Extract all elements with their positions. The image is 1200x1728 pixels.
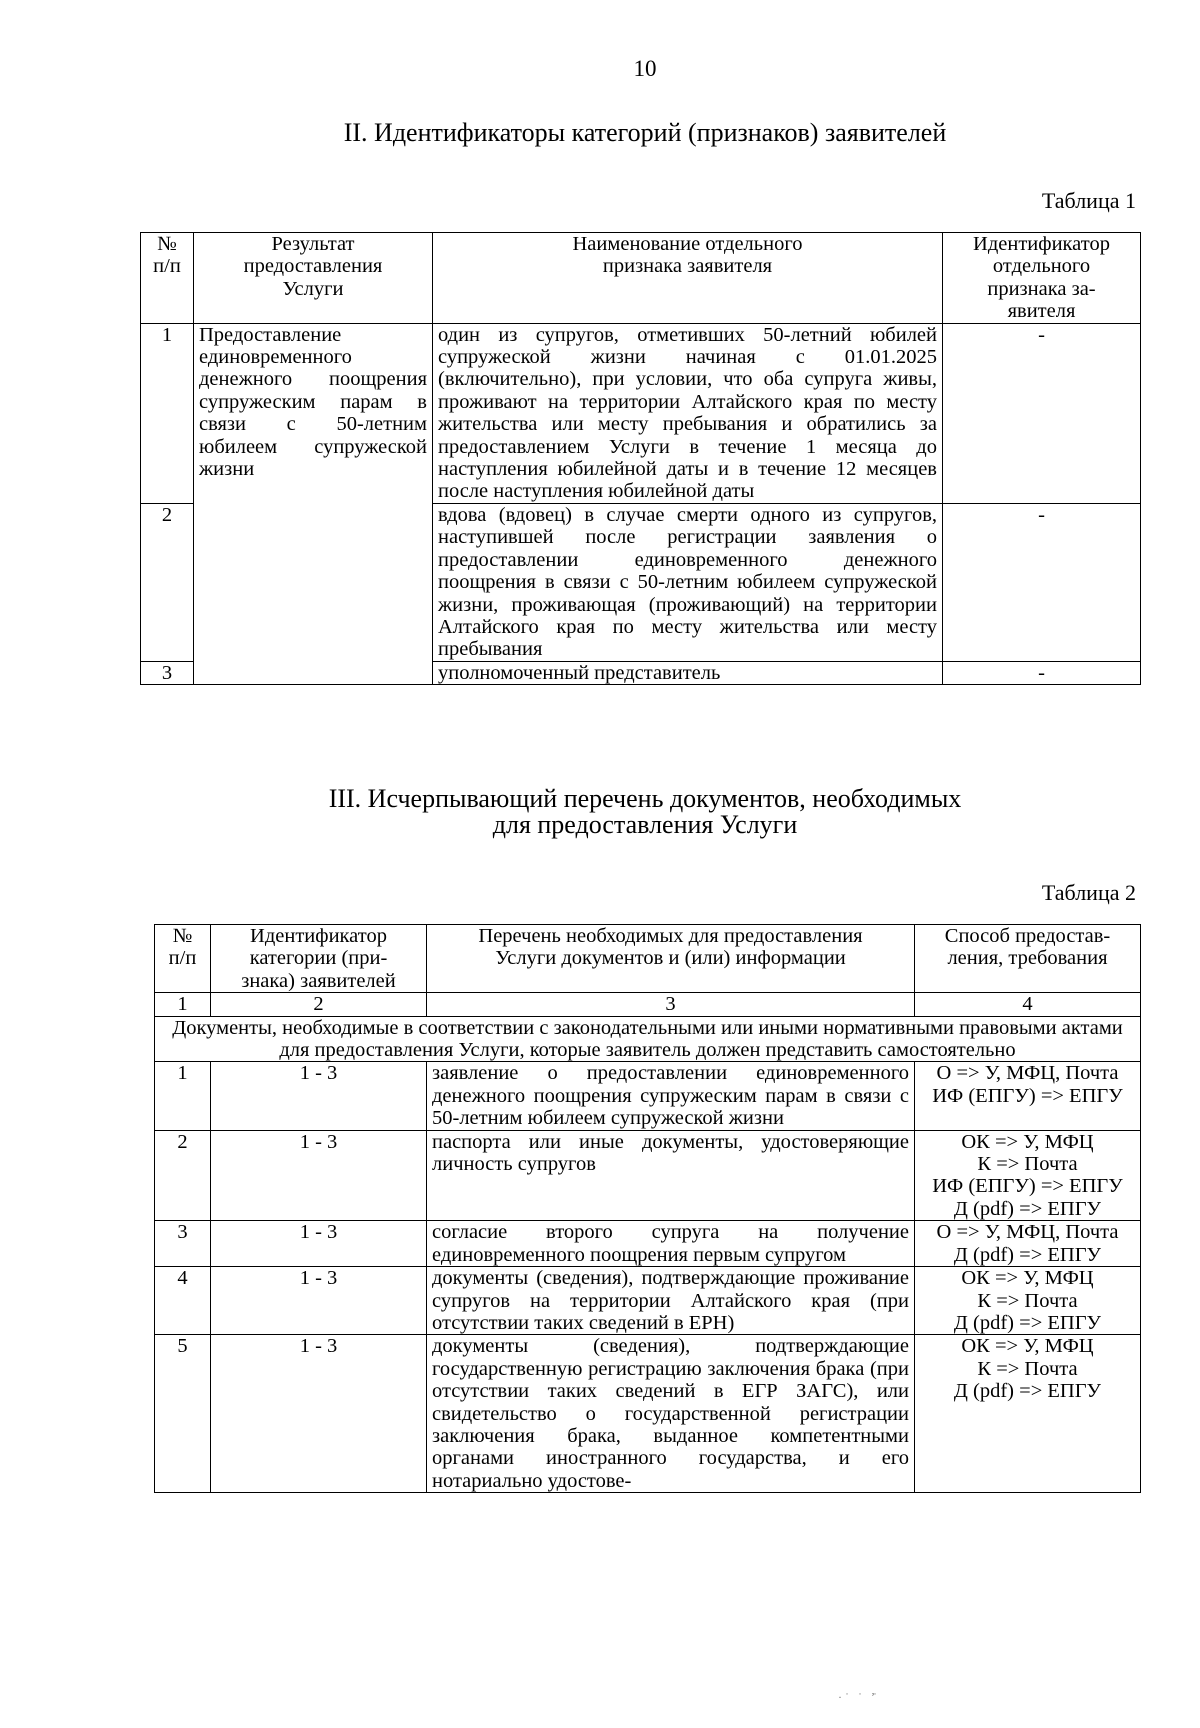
category-cell: 1 - 3 [211,1335,427,1493]
section-3-title-line-2: для предоставления Услуги [492,810,798,839]
identifier-cell: - [943,661,1141,684]
table-row [155,1062,1141,1130]
table-2-caption: Таблица 2 [1041,880,1136,905]
identifier-cell: - [943,503,1141,661]
row-num: 5 [155,1335,211,1493]
table-2 [154,924,1141,1493]
header-documents: Перечень необходимых для предоставления Услуги документов и (или) информации [427,925,915,993]
column-numbers-row [155,993,1141,1016]
header-feature: Наименование отдельного признака заявителя [433,233,943,324]
row-num: 2 [141,503,194,661]
page-number: 10 [633,56,657,81]
group-title: Документы, необходимые в соответствии с законодательными или иными нормативными правовыми актами для предоставления Услуги, которые заявитель должен представить самостоятельно [155,1016,1141,1062]
method-cell: О => У, МФЦ, Почта ИФ (ЕПГУ) => ЕПГУ [915,1062,1141,1130]
document-cell: согласие второго супруга на получение единовременного поощрения первым супругом [427,1221,915,1267]
header-num: № п/п [141,233,194,324]
category-cell: 1 - 3 [211,1062,427,1130]
document-cell: документы (сведения), подтверждающие проживание супругов на территории Алтайского края (при отсутствии таких сведений в ЕРН) [427,1267,915,1335]
header-method: Способ предостав- ления, требования [915,925,1141,993]
row-num: 3 [141,661,194,684]
column-number: 3 [427,993,915,1016]
header-num: № п/п [155,925,211,993]
table-1-header [141,233,1141,324]
section-2-title: II. Идентификаторы категорий (признаков) заявителей [343,118,947,147]
table-1 [140,232,1141,685]
document-cell: документы (сведения), подтверждающие государственную регистрацию заключения брака (при отсутствии таких сведений в ЕГР ЗАГС), или свидетельство о государственной регистрации заключения брака, выданное компетентными органами иностранного государства, и его нотариально удостове- [427,1335,915,1493]
group-title-row [155,1016,1141,1062]
method-cell: ОК => У, МФЦ К => Почта Д (pdf) => ЕПГУ [915,1335,1141,1493]
column-number: 4 [915,993,1141,1016]
table-row [155,1335,1141,1493]
document-cell: заявление о предоставлении единовременного денежного поощрения супружеским парам в связи с 50-летним юбилеем супружеской жизни [427,1062,915,1130]
header-result: Результат предоставления Услуги [194,233,433,324]
table-row [141,323,1141,503]
row-num: 1 [155,1062,211,1130]
row-num: 4 [155,1267,211,1335]
table-row [155,1130,1141,1221]
feature-cell: один из супругов, отметивших 50-летний юбилей супружеской жизни начиная с 01.01.2025 (включительно), при условии, что оба супруга живы, проживают на территории Алтайского края по месту жительства или месту пребывания и обратились за предоставлением Услуги в течение 1 месяца до наступления юбилейной даты и в течение 12 месяцев после наступления юбилейной даты [433,323,943,503]
category-cell: 1 - 3 [211,1267,427,1335]
row-num: 1 [141,323,194,503]
scan-marks: ·˙ ˙ ʼ̇ [838,1690,878,1704]
table-row [155,1221,1141,1267]
method-cell: ОК => У, МФЦ К => Почта ИФ (ЕПГУ) => ЕПГУ Д (pdf) => ЕПГУ [915,1130,1141,1221]
column-number: 2 [211,993,427,1016]
identifier-cell: - [943,323,1141,503]
method-cell: О => У, МФЦ, Почта Д (pdf) => ЕПГУ [915,1221,1141,1267]
table-row [155,1267,1141,1335]
table-1-caption: Таблица 1 [1041,188,1136,213]
method-cell: ОК => У, МФЦ К => Почта Д (pdf) => ЕПГУ [915,1267,1141,1335]
row-num: 2 [155,1130,211,1221]
category-cell: 1 - 3 [211,1221,427,1267]
header-identifier: Идентификатор отдельного признака за- явителя [943,233,1141,324]
feature-cell: вдова (вдовец) в случае смерти одного из супругов, наступившей после регистрации заявления о предоставлении единовременного денежного поощрения в связи с 50-летним юбилеем супружеской жизни, проживающая (проживающий) на территории Алтайского края по месту жительства или месту пребывания [433,503,943,661]
feature-cell: уполномоченный представитель [433,661,943,684]
column-number: 1 [155,993,211,1016]
document-cell: паспорта или иные документы, удостоверяющие личность супругов [427,1130,915,1221]
row-num: 3 [155,1221,211,1267]
header-category: Идентификатор категории (при- знака) заявителей [211,925,427,993]
table-2-header [155,925,1141,993]
section-3-title-line-1: III. Исчерпывающий перечень документов, необходимых [328,784,962,813]
result-cell: Предоставление единовременного денежного поощрения супружеским парам в связи с 50-летним юбилеем супружеской жизни [194,323,433,685]
category-cell: 1 - 3 [211,1130,427,1221]
